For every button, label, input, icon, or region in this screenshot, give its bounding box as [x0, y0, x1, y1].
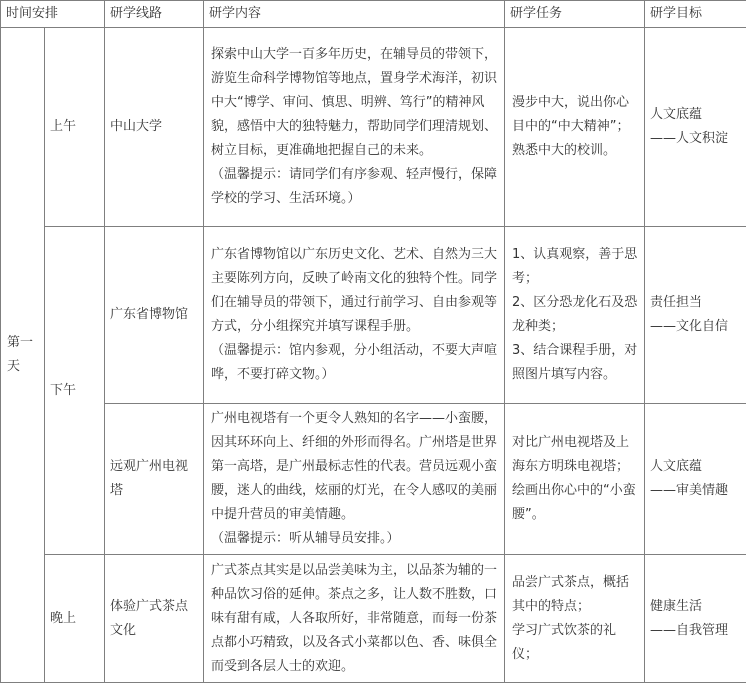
day-cell: 第一天	[1, 28, 45, 683]
content-cell	[204, 227, 505, 404]
goal-sub: ——文化自信	[650, 315, 741, 339]
table-row	[1, 555, 746, 683]
task-cell	[505, 555, 645, 683]
content-tip: （温馨提示：馆内参观，分小组活动，不要大声喧哗，不要打碎文物。）	[211, 339, 498, 387]
goal-main: 人文底蕴	[650, 455, 741, 479]
goal-sub: ——自我管理	[650, 619, 741, 643]
goal-main: 健康生活	[650, 595, 741, 619]
task-item: 绘画出你心中的“小蛮腰”。	[512, 479, 638, 527]
task-item: 学习广式饮茶的礼仪；	[512, 619, 638, 667]
goal-sub: ——人文积淀	[650, 127, 741, 151]
table-row	[1, 227, 746, 404]
header-task: 研学任务	[505, 1, 645, 28]
content-tip: （温馨提示：请同学们有序参观、轻声慢行，保障学校的学习、生活环境。）	[211, 163, 498, 211]
header-route: 研学线路	[105, 1, 204, 28]
route-cell: 广东省博物馆	[105, 227, 204, 404]
period-morning: 上午	[45, 28, 105, 227]
content-text: 广式茶点其实是以品尝美味为主，以品茶为辅的一种品饮习俗的延伸。茶点之多，让人数不胜数，口味有甜有咸，人各取所好，非常随意，而每一份茶点都小巧精致，以及各式小菜都以色、香、味俱全而受到各层人士的欢迎。	[211, 559, 498, 679]
task-item: 熟悉中大的校训。	[512, 139, 638, 163]
content-cell	[204, 404, 505, 555]
header-row	[1, 1, 746, 28]
period-afternoon: 下午	[45, 227, 105, 555]
goal-sub: ——审美情趣	[650, 479, 741, 503]
goal-cell	[645, 555, 746, 683]
content-text: 广州电视塔有一个更令人熟知的名字——小蛮腰，因其环环向上、纤细的外形而得名。广州塔是世界第一高塔，是广州最标志性的代表。营员远观小蛮腰，迷人的曲线，炫丽的灯光，在令人感叹的美丽中提升营员的审美情趣。	[211, 407, 498, 527]
route-cell: 远观广州电视塔	[105, 404, 204, 555]
task-cell	[505, 28, 645, 227]
content-text: 探索中山大学一百多年历史，在辅导员的带领下，游览生命科学博物馆等地点，置身学术海洋，初识中大“博学、审问、慎思、明辨、笃行”的精神风貌，感悟中大的独特魅力，帮助同学们理清规划、树立目标，更准确地把握自己的未来。	[211, 43, 498, 163]
goal-main: 人文底蕴	[650, 103, 741, 127]
task-item: 3、结合课程手册，对照图片填写内容。	[512, 339, 638, 387]
header-time: 时间安排	[1, 1, 105, 28]
content-tip: （温馨提示：听从辅导员安排。）	[211, 527, 498, 551]
header-goal: 研学目标	[645, 1, 746, 28]
goal-cell	[645, 404, 746, 555]
task-cell	[505, 404, 645, 555]
task-cell	[505, 227, 645, 404]
table-row	[1, 28, 746, 227]
task-item: 漫步中大，说出你心目中的“中大精神”；	[512, 91, 638, 139]
goal-main: 责任担当	[650, 291, 741, 315]
route-cell: 中山大学	[105, 28, 204, 227]
task-item: 2、区分恐龙化石及恐龙种类；	[512, 291, 638, 339]
content-cell	[204, 28, 505, 227]
header-content: 研学内容	[204, 1, 505, 28]
content-cell	[204, 555, 505, 683]
task-item: 对比广州电视塔及上海东方明珠电视塔；	[512, 431, 638, 479]
task-item: 1、认真观察，善于思考；	[512, 243, 638, 291]
goal-cell	[645, 28, 746, 227]
route-cell: 体验广式茶点文化	[105, 555, 204, 683]
content-text: 广东省博物馆以广东历史文化、艺术、自然为三大主要陈列方向，反映了岭南文化的独特个性。同学们在辅导员的带领下，通过行前学习、自由参观等方式，分小组探究并填写课程手册。	[211, 243, 498, 339]
goal-cell	[645, 227, 746, 404]
table-row	[1, 404, 746, 555]
task-item: 品尝广式茶点，概括其中的特点；	[512, 571, 638, 619]
period-evening: 晚上	[45, 555, 105, 683]
